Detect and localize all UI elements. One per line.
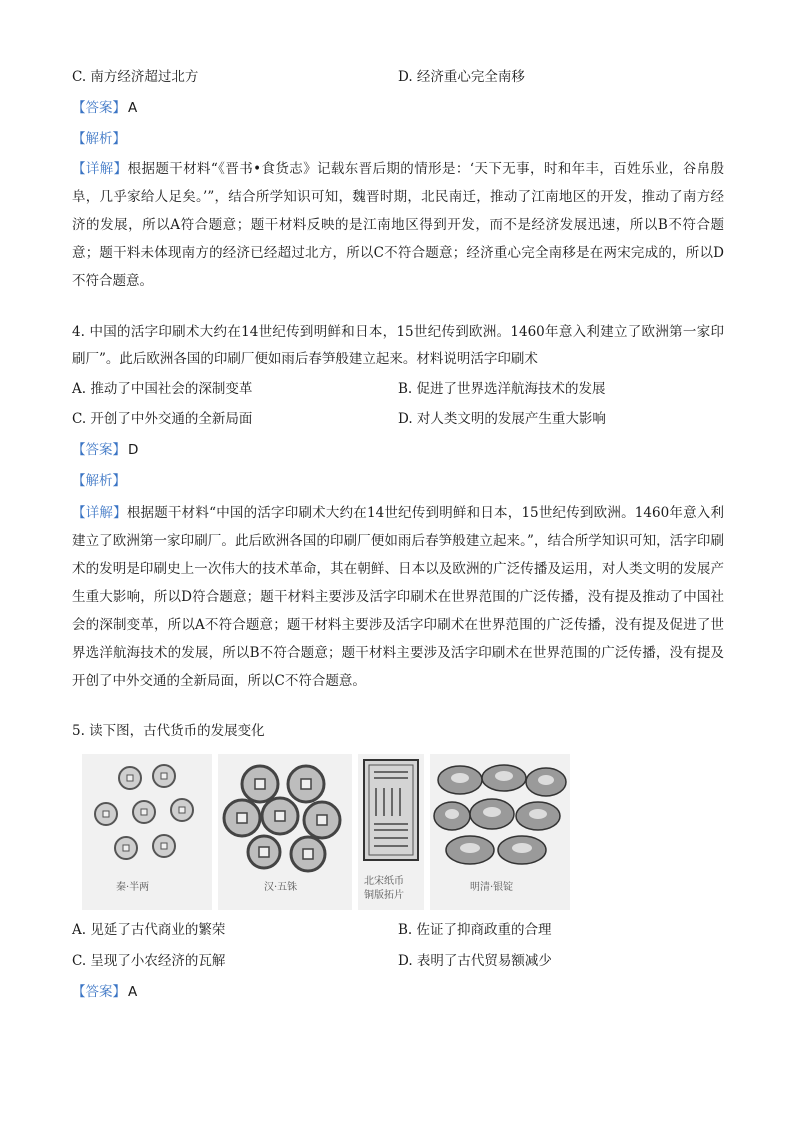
- q4-detail: [72, 499, 724, 695]
- answer-label: 【答案】: [72, 984, 126, 1000]
- song-caption-2: 铜版拓片: [364, 890, 404, 901]
- q4-option-b: B. 促进了世界选洋航海技术的发展: [398, 381, 606, 397]
- q5-option-a: A. 见延了古代商业的繁荣: [72, 922, 226, 938]
- detail-text: 根据题干材料“中国的活字印刷术大约在14世纪传到明鲜和日本，15世纪传到欧洲。1460年意入利建立了欧洲第一家印刷厂。此后欧洲各国的印刷厂便如雨后春笋般建立起来。”，结合所学知识可知，活字印刷术的发明是印刷史上一次伟大的技术革命，其在朝鲜、日本以及欧洲的广泛传播及运用，对人类文明的发展产生重大影响，所以D符合题意；题干材料主要涉及活字印刷术在世界范围的广泛传播，没有提及推动了中国社会的深制变革，所以A不符合题意；题干材料主要涉及活字印刷术在世界范围的广泛传播，没有提及促进了世界选洋航海技术的发展，所以B不符合题意；题干材料主要涉及活字印刷术在世界范围的广泛传播，没有提及开创了中外交通的全新局面，所以C不符合题意。: [72, 505, 724, 689]
- answer-label: 【答案】: [72, 442, 126, 458]
- q3-analysis: [72, 130, 126, 148]
- q4-option-c: C. 开创了中外交通的全新局面: [72, 411, 253, 427]
- han-caption: 汉·五铢: [264, 882, 298, 893]
- song-paper-money-image: [358, 754, 424, 910]
- q4-stem: 4. 中国的活字印刷术大约在14世纪传到明鲜和日本，15世纪传到欧洲。1460年意入利建立了欧洲第一家印刷厂”。此后欧洲各国的印刷厂便如雨后春笋般建立起来。材料说明活字印刷术: [72, 324, 724, 367]
- q5-stem: 5. 读下图，古代货币的发展变化: [72, 723, 265, 739]
- ming-qing-caption: 明清·银锭: [470, 882, 514, 893]
- q5-option-c: C. 呈现了小农经济的瓦解: [72, 953, 226, 969]
- detail-label: 【详解】: [72, 505, 127, 521]
- answer-value: D: [128, 442, 139, 458]
- q4-answer: [72, 441, 138, 459]
- q4-analysis: [72, 472, 126, 490]
- q4-option-d: D. 对人类文明的发展产生重大影响: [398, 411, 606, 427]
- answer-value: A: [128, 100, 138, 116]
- q3-option-c: C. 南方经济超过北方: [72, 69, 199, 85]
- q5-option-d: D. 表明了古代贸易额减少: [398, 953, 552, 969]
- currency-figure: [82, 754, 570, 910]
- detail-text: 根据题干材料“《晋书•食货志》记载东晋后期的情形是：‘天下无事，时和年丰，百姓乐业，谷帛殷阜，几乎家给人足矣。’”，结合所学知识可知，魏晋时期，北民南迁，推动了江南地区的开发，推动了南方经济的发展，所以A符合题意；题干材料反映的是江南地区得到开发，而不是经济发展迅速，所以B不符合题意；题干料未体现南方的经济已经超过北方，所以C不符合题意；经济重心完全南移是在两宋完成的，所以D不符合题意。: [72, 161, 725, 289]
- q3-detail: [72, 155, 724, 295]
- q5-answer: [72, 983, 137, 1001]
- song-caption-1: 北宋纸币: [364, 876, 404, 887]
- q5-option-b: B. 佐证了抑商政重的合理: [398, 922, 552, 938]
- detail-label: 【详解】: [72, 161, 128, 177]
- analysis-label: 【解析】: [72, 131, 126, 147]
- q3-answer: [72, 99, 137, 117]
- answer-value: A: [128, 984, 138, 1000]
- han-coins-image: [218, 754, 352, 910]
- silver-ingots-image: [430, 754, 570, 910]
- analysis-label: 【解析】: [72, 473, 126, 489]
- qin-coins-image: [82, 754, 212, 910]
- qin-caption: 秦·半两: [116, 882, 150, 893]
- answer-label: 【答案】: [72, 100, 126, 116]
- q4-option-a: A. 推动了中国社会的深制变革: [72, 381, 253, 397]
- q3-option-d: D. 经济重心完全南移: [398, 69, 525, 85]
